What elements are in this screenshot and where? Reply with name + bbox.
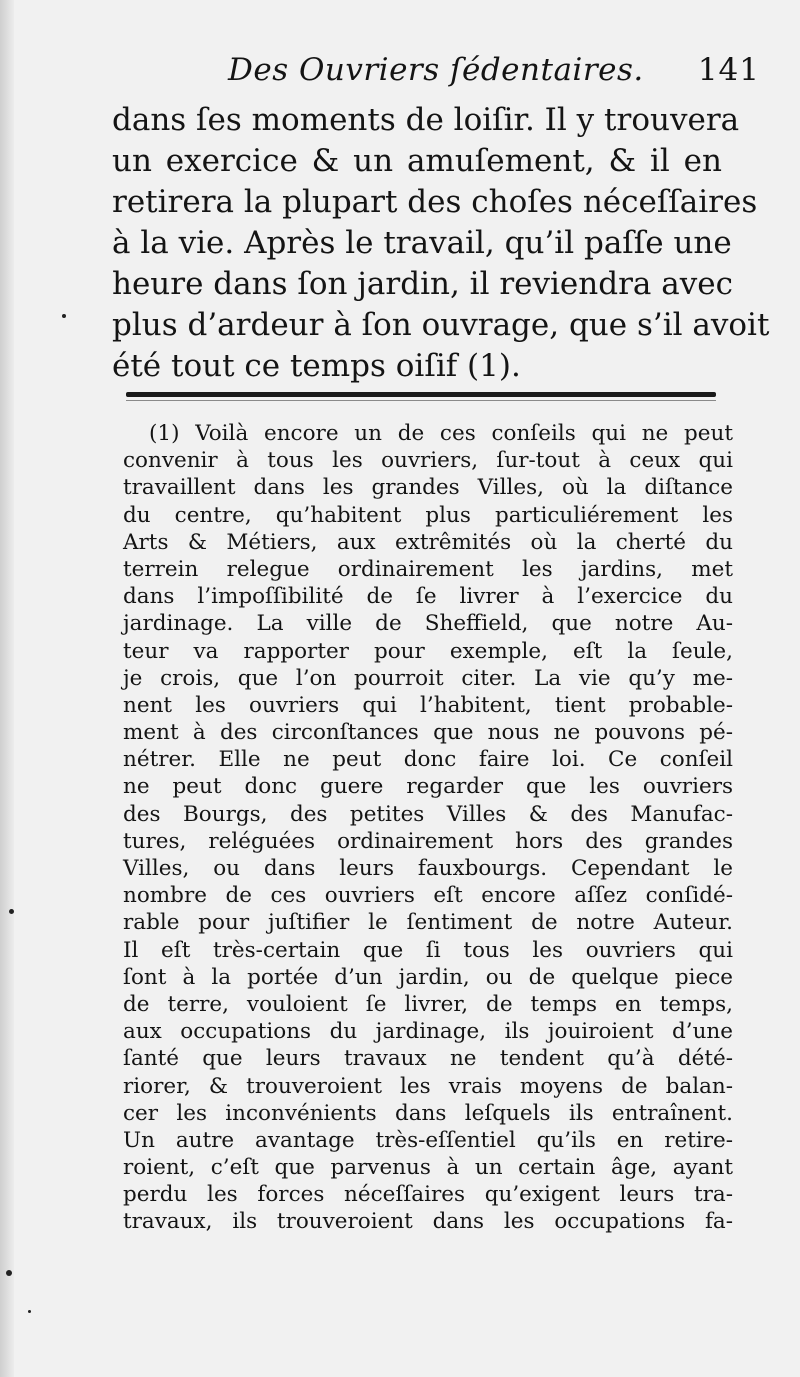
- main-text-line: heure dans ſon jardin, il reviendra avec: [112, 266, 733, 302]
- main-text-block: [112, 100, 770, 387]
- footnote-separator-rule: [126, 392, 716, 397]
- footnote-line: tures, reléguées ordinairement hors des grandes: [123, 828, 733, 854]
- footnote-line: nombre de ces ouvriers eſt encore aſſez conſidé-: [123, 883, 733, 909]
- footnote-block: [123, 420, 733, 1236]
- footnote-line: riorer, & trouveroient les vrais moyens de balan-: [123, 1073, 733, 1099]
- ink-speck: [9, 909, 14, 914]
- footnote-line: Il eſt très-certain que ſi tous les ouvriers qui: [123, 937, 733, 963]
- footnote-line: Arts & Métiers, aux extrêmités où la cherté du: [123, 529, 733, 555]
- footnote-line: teur va rapporter pour exemple, eſt la ſeule,: [123, 638, 733, 664]
- footnote-line: roient, c’eſt que parvenus à un certain âge, ayant: [123, 1155, 733, 1181]
- footnote-line: Un autre avantage très-eſſentiel qu’ils en retire-: [123, 1127, 733, 1153]
- footnote-line: (1) Voilà encore un de ces conſeils qui ne peut: [149, 421, 733, 446]
- footnote-line: terrein relegue ordinairement les jardins, met: [123, 556, 733, 582]
- main-text-line: à la vie. Après le travail, qu’il paſſe une: [112, 225, 732, 261]
- footnote-line: aux occupations du jardinage, ils jouiroient d’une: [123, 1019, 733, 1045]
- footnote-line: ſanté que leurs travaux ne tendent qu’à dété-: [123, 1046, 733, 1072]
- footnote-line: perdu les forces néceſſaires qu’exigent leurs tra-: [123, 1182, 733, 1208]
- ink-speck: [28, 1310, 31, 1313]
- ink-speck: [62, 314, 66, 318]
- main-text-line: dans ſes moments de loiſir. Il y trouvera: [112, 102, 740, 138]
- main-text-line: été tout ce temps oiſif (1).: [112, 348, 521, 384]
- footnote-line: de terre, vouloient ſe livrer, de temps en temps,: [123, 991, 733, 1017]
- page-header: [228, 52, 760, 96]
- ink-speck: [6, 1270, 12, 1276]
- footnote-line: ment à des circonſtances que nous ne pouvons pé-: [123, 720, 733, 746]
- main-text-line: un exercice & un amuſement, & il en: [112, 143, 722, 179]
- running-title: Des Ouvriers ſédentaires.: [228, 52, 644, 88]
- footnote-line: ſont à la portée d’un jardin, ou de quelque piece: [123, 964, 733, 990]
- footnote-line: je crois, que l’on pourroit citer. La vie qu’y me-: [123, 665, 733, 691]
- footnote-line: nent les ouvriers qui l’habitent, tient probable-: [123, 692, 733, 718]
- footnote-line: travaux, ils trouveroient dans les occupations fa-: [123, 1209, 733, 1235]
- footnote-line: jardinage. La ville de Sheffield, que notre Au-: [123, 611, 733, 637]
- footnote-line: Villes, ou dans leurs fauxbourgs. Cependant le: [123, 856, 733, 881]
- footnote-line: travaillent dans les grandes Villes, où la diſtance: [123, 475, 733, 501]
- footnote-line: rable pour juſtifier le ſentiment de notre Auteur.: [123, 910, 733, 936]
- footnote-line: convenir à tous les ouvriers, ſur-tout à ceux qui: [123, 448, 733, 474]
- main-text-line: retirera la plupart des choſes néceſſaires: [112, 184, 758, 220]
- footnote-line: dans l’impoſſibilité de ſe livrer à l’exercice du: [123, 584, 733, 610]
- footnote-line: ne peut donc guere regarder que les ouvriers: [123, 774, 733, 800]
- main-text-line: plus d’ardeur à ſon ouvrage, que s’il avoit: [112, 307, 770, 343]
- footnote-line: nétrer. Elle ne peut donc faire loi. Ce conſeil: [123, 747, 733, 773]
- footnote-line: des Bourgs, des petites Villes & des Manufac-: [123, 801, 733, 827]
- footnote-line: cer les inconvénients dans leſquels ils entraînent.: [123, 1100, 733, 1126]
- page-number: 141: [697, 52, 760, 88]
- page-gutter-shadow: [0, 0, 14, 1377]
- footnote-line: du centre, qu’habitent plus particuliérement les: [123, 502, 733, 528]
